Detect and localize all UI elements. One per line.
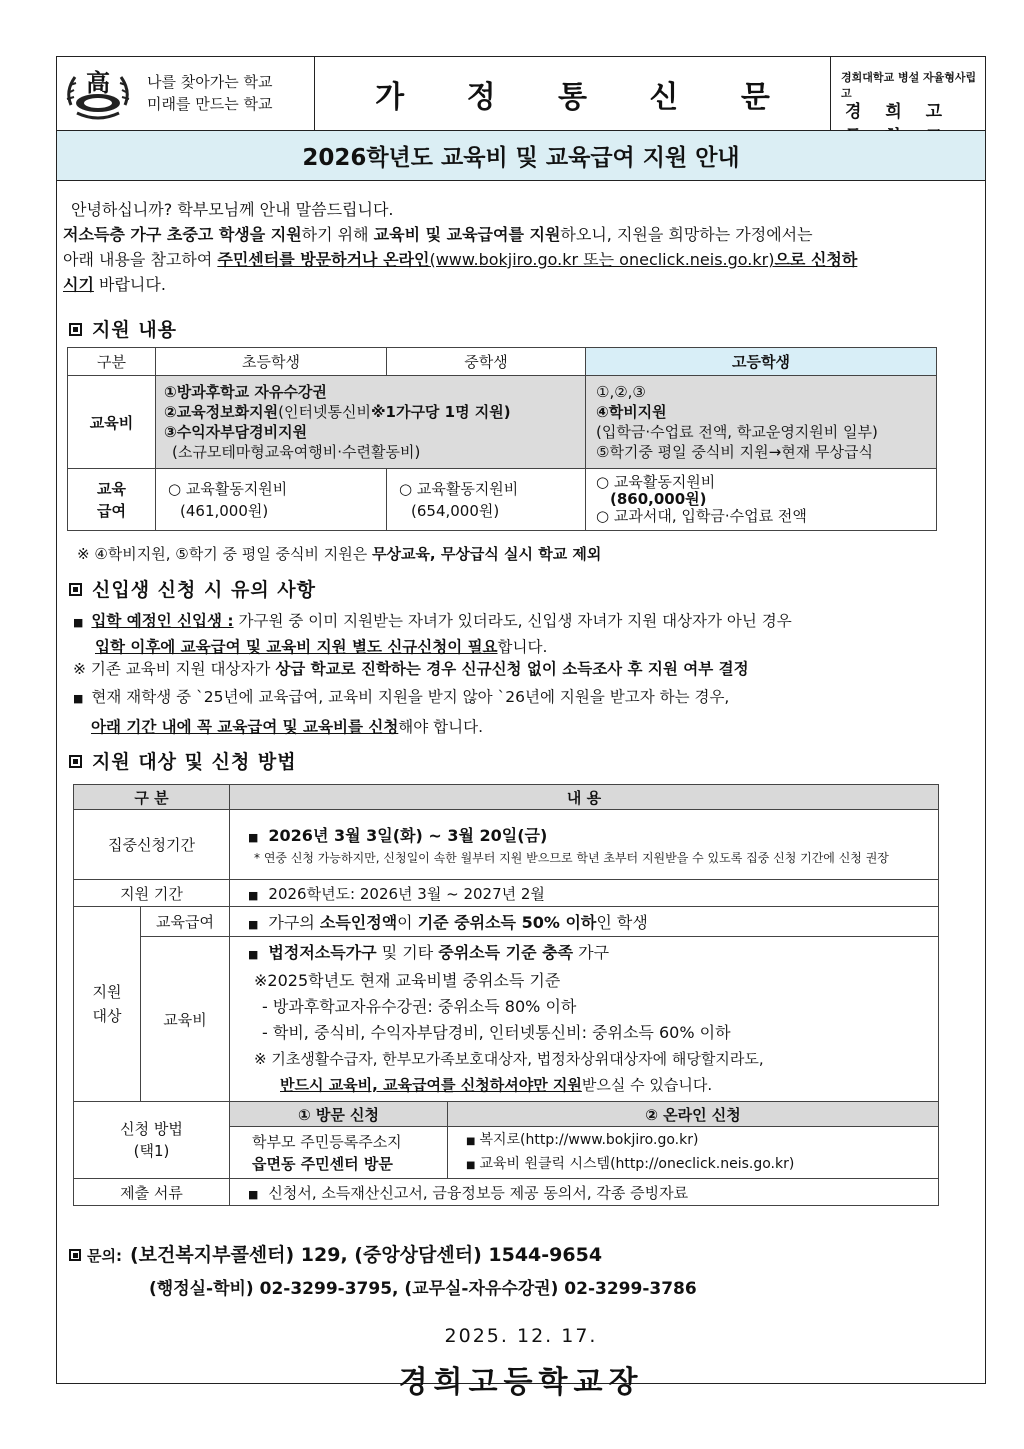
edu-grant-elem: ○ 교육활동지원비 (461,000원)	[156, 469, 387, 531]
motto-line-2: 미래를 만드는 학교	[147, 95, 273, 113]
intro-bold-9: 시기	[63, 275, 94, 294]
intro-text-5: 아래 내용을 참고하여	[63, 250, 218, 269]
intro-bold-1: 저소득층 가구 초중고 학생을 지원	[63, 225, 302, 244]
school-name: 경 희 고	[845, 102, 952, 122]
support-note: ※ ④학비지원, ⑤학기 중 평일 중식비 지원은 무상교육, 무상급식 실시 학교 제외	[77, 545, 602, 563]
row-label-edu-grant: 교육 급여	[68, 469, 156, 531]
edu-cost-elem-mid	[156, 376, 586, 469]
issue-date: 2025. 12. 17.	[444, 1325, 598, 1347]
svg-text:高: 高	[86, 68, 110, 97]
section-support-content-title: 지원 내용	[69, 315, 177, 342]
docs-value: ■ 신청서, 소득재산신고서, 금융정보등 제공 동의서, 각종 증빙자료	[230, 1179, 939, 1206]
edu-cost-criteria: ■ 법정저소득가구 및 기타 중위소득 기준 충족 가구 ※2025학년도 현재 교육비별 중위소득 기준 - 방과후학교자유수강권: 중위소득 80% 이하 - 학비, 중식비, 수익자부담경비, 인터넷통신비: 중위소득 60% 이하 ※ 기초생활수급자, 한부모가족보호대상자, 법정차상위대상자에 해당할지라도, 반드시 교육비, 교육급여를 신청하셔야만 지원받으실 수 있습니다.	[230, 937, 939, 1102]
edu-cost-item-2: ②교육정보화지원(인터넷통신비※1가구당 1명 지원)	[164, 403, 511, 421]
section-freshman-title: 신입생 신청 시 유의 사항	[69, 575, 316, 602]
col-high: 고등학생	[586, 348, 937, 376]
document-title: 가 정 통 신 문	[375, 79, 796, 115]
edu-cost-item-4: (소규모테마형교육여행비·수련활동비)	[172, 443, 421, 461]
edu-cost-high	[586, 376, 937, 469]
period-label: 집중신청기간	[74, 810, 230, 880]
support-content-table	[67, 347, 937, 531]
high-item-3: (입학금·수업료 전액, 학교운영지원비 일부)	[596, 423, 878, 441]
intro-urls: (www.bokjiro.go.kr 또는 oneclick.neis.go.kr)	[429, 250, 775, 269]
square-bullet-icon	[69, 323, 82, 336]
header-right	[831, 57, 985, 130]
intro-paragraph	[63, 197, 983, 297]
contact-line-1: 문의: (보건복지부콜센터) 129, (중앙상담센터) 1544-9654	[69, 1240, 602, 1267]
header-center	[315, 57, 831, 130]
motto-line-1: 나를 찾아가는 학교	[147, 73, 273, 91]
edu-grant-mid: ○ 교육활동지원비 (654,000원)	[387, 469, 586, 531]
target-method-table	[73, 784, 939, 1206]
high-item-2: ④학비지원	[596, 403, 667, 421]
edu-grant-high: ○ 교육활동지원비 (860,000원) ○ 교과서대, 입학금·수업료 전액	[586, 469, 937, 531]
visit-head: ① 방문 신청	[230, 1102, 448, 1127]
contact-line-2: (행정실-학비) 02-3299-3795, (교무실-자유수강권) 02-3299-3786	[149, 1279, 697, 1299]
freshman-bullet-2: ■ 현재 재학생 중 `25년에 교육급여, 교육비 지원을 받지 않아 `26년에 지원을 받고자 하는 경우, 아래 기간 내에 꼭 교육급여 및 교육비를 신청해야 합니다.	[73, 688, 730, 736]
freshman-bullet-1: ■ 입학 예정인 신입생 : 가구원 중 이미 지원받는 자녀가 있더라도, 신입생 자녀가 지원 대상자가 아닌 경우 입학 이후에 교육급여 및 교육비 지원 별도 신규신청이 필요합니다.	[73, 612, 792, 656]
target-label: 지원 대상	[74, 907, 141, 1102]
square-bullet-icon	[69, 583, 82, 596]
edu-cost-item-3: ③수익자부담경비지원	[164, 423, 308, 441]
col-elementary: 초등학생	[156, 348, 387, 376]
intro-text-2: 하기 위해	[301, 225, 374, 244]
edu-cost-item-1: ①방과후학교 자유수강권	[164, 383, 327, 401]
square-bullet-icon	[69, 755, 82, 768]
col-category: 구분	[68, 348, 156, 376]
freshman-note: ※ 기존 교육비 지원 대상자가 상급 학교로 진학하는 경우 신규신청 없이 소득조사 후 지원 여부 결정	[73, 660, 749, 678]
term-value: ■ 2026학년도: 2026년 3월 ~ 2027년 2월	[230, 880, 939, 907]
docs-label: 제출 서류	[74, 1179, 230, 1206]
intro-bold-8: 으로 신청하	[774, 250, 858, 269]
edu-grant-label: 교육급여	[141, 907, 230, 937]
col-content: 내 용	[230, 785, 939, 810]
greeting: 안녕하십니까? 학부모님께 안내 말씀드립니다.	[71, 200, 394, 219]
col-middle: 중학생	[387, 348, 586, 376]
intro-bold-3: 교육비 및 교육급여를 지원	[373, 225, 561, 244]
square-bullet-icon	[69, 1249, 81, 1261]
school-affiliation: 경희대학교 병설 자율형사립고	[841, 71, 977, 100]
section-target-title: 지원 대상 및 신청 방법	[69, 747, 297, 774]
online-head: ② 온라인 신청	[448, 1102, 939, 1127]
online-method: ■ 복지로(http://www.bokjiro.go.kr) ■ 교육비 원클릭 시스템(http://oneclick.neis.go.kr)	[448, 1127, 939, 1179]
header-left	[57, 57, 315, 130]
intro-bold-6: 주민센터를 방문하거나 온라인	[217, 250, 430, 269]
intro-text-4: 하오니, 지원을 희망하는 가정에서는	[560, 225, 813, 244]
row-label-edu-cost: 교육비	[68, 376, 156, 469]
col-category-2: 구 분	[74, 785, 230, 810]
header	[57, 57, 985, 131]
high-item-4: ⑤학기중 평일 중식비 지원→현재 무상급식	[596, 443, 873, 461]
school-motto	[147, 71, 272, 115]
visit-method: 학부모 주민등록주소지 읍면동 주민센터 방문	[230, 1127, 448, 1179]
apply-label: 신청 방법 (택1)	[74, 1102, 230, 1179]
intro-text-10: 바랍니다.	[93, 275, 166, 294]
school-emblem-icon	[63, 65, 133, 123]
edu-cost-label: 교육비	[141, 937, 230, 1102]
edu-grant-criteria: ■ 가구의 소득인정액이 기준 중위소득 50% 이하인 학생	[230, 907, 939, 937]
principal-signature: 경희고등학교장	[398, 1365, 644, 1400]
notice-page	[56, 56, 986, 1400]
notice-subject: 2026학년도 교육비 및 교육급여 지원 안내	[57, 131, 985, 181]
term-label: 지원 기간	[74, 880, 230, 907]
high-item-1: ①,②,③	[596, 383, 646, 401]
period-cell: ■ 2026년 3월 3일(화) ~ 3월 20일(금) * 연중 신청 가능하지만, 신청일이 속한 월부터 지원 받으므로 학년 초부터 지원받을 수 있도록 집중 신청 기간에 신청 권장	[230, 810, 939, 880]
intro-body	[63, 222, 983, 297]
